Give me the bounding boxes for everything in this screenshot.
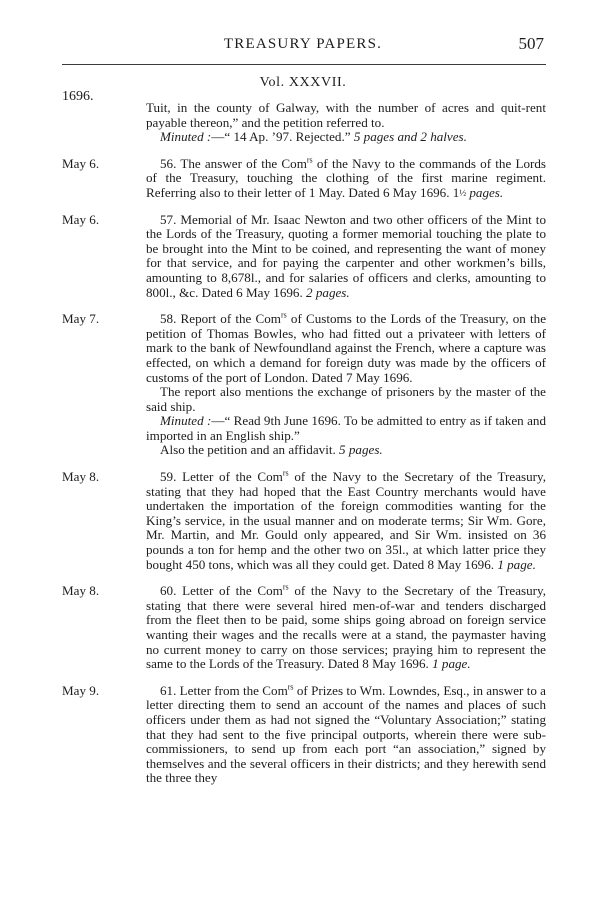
page-count: 5 pages.: [339, 442, 383, 458]
entry-text: 61. Letter from the Com$^{rs}$ of Prizes to Wm. Lowndes, Esq., in answer to a letter directing them to send an account of the names and places of such officers under them as had not signed the “Voluntary Association;” stating that they had sent to the five principal outports, wherein there were sub-commissioners, to send up from each port “an association,” signed by themselves and the several officers in their districts; and they herewith send the three they: [146, 682, 546, 786]
entry-60: [0, 584, 606, 672]
minute-label: Minuted :: [160, 413, 212, 429]
page-number: 507: [518, 34, 544, 53]
minute-line: Minuted :—“ Read 9th June 1696. To be admitted to entry as if taken and imported in an English ship.”: [146, 413, 546, 443]
page-count: 1 page.: [432, 656, 471, 672]
entry-text: 58. Report of the Com$^{rs}$ of Customs to the Lords of the Treasury, on the petition of Thomas Bowles, who had fitted out a privateer with letters of mark to the bank of Newfoundland against the French, where a capture was effected, on which a demand for foreign duty was made by the officers of customs of the port of London. Dated 7 May 1696.: [146, 310, 546, 385]
year-margin-note: 1696.: [62, 89, 94, 104]
page-body: [0, 101, 606, 786]
entry-date: May 9.: [62, 682, 100, 698]
page-count: 5 pages and 2 halves.: [353, 129, 467, 145]
entry-date: May 8.: [62, 583, 100, 599]
page-count: 1 page.: [497, 556, 536, 572]
entry-text: Tuit, in the county of Galway, with the number of acres and quit-rent payable thereon,” and the petition referred to.: [146, 100, 546, 130]
entry-date: May 6.: [62, 155, 100, 171]
page-count: pages.: [469, 184, 504, 200]
entry-text: 56. The answer of the Com$^{rs}$ of the Navy to the commands of the Lords of the Treasury, touching the clothing of the first marine regiment. Referring also to their letter of 1 May. Dated 6 May 1696. 1½ pages.: [146, 155, 546, 200]
entry-text: 60. Letter of the Com$^{rs}$ of the Navy to the Secretary of the Treasury, stating that there were several hired men-of-war and tenders discharged from the fleet then to be paid, some ships going abroad on foreign service wanting their wages and the recalls were at a stand, the paymaster having no current money to carry on those services; praying him to represent the same to the Lords of the Treasury. Dated 8 May 1696. 1 page.: [146, 582, 546, 672]
entry-date: May 6.: [62, 211, 100, 227]
entry-61: [0, 684, 606, 786]
entry-56: [0, 157, 606, 201]
running-head-title: TREASURY PAPERS.: [223, 36, 383, 52]
entry-note: The report also mentions the exchange of prisoners by the master of the said ship.: [146, 384, 546, 414]
volume-heading: Vol. XXXVII.: [259, 75, 347, 90]
entry-58: [0, 312, 606, 458]
minute-label: Minuted :: [160, 129, 212, 145]
minute-line: Minuted :—“ 14 Ap. ’97. Rejected.” 5 pages and 2 halves.: [160, 129, 467, 145]
entry-57: [0, 213, 606, 301]
entry-59: [0, 470, 606, 572]
entry-date: May 7.: [62, 311, 100, 327]
header-rule: [62, 64, 546, 65]
entry-carryover: [0, 101, 606, 145]
entry-date: May 8.: [62, 469, 100, 485]
page-count: 2 pages.: [306, 284, 350, 300]
entry-note: Also the petition and an affidavit. 5 pages.: [160, 442, 383, 458]
entry-text: 59. Letter of the Com$^{rs}$ of the Navy to the Secretary of the Treasury, stating that they had hoped that the East Country merchants would have undertaken the importation of the foreign commodities wanting for the King’s service, in the usual manner and on moderate terms; Sir Wm. Gore, Mr. Martin, and Mr. Gould only appeared, and Sir Wm. insisted on 36 pounds a ton for hemp and the other two on 35l., at which latter price they bought 450 tons, which was all they could get. Dated 8 May 1696. 1 page.: [146, 468, 546, 572]
entry-text: 57. Memorial of Mr. Isaac Newton and two other officers of the Mint to the Lords of the Treasury, quoting a former memorial touching the plate to be brought into the Mint to be coined, and representing the want of money for that service, and for paying the carpenter and other workmen’s bills, amounting to 8,678l., and for salaries of officers and clerks, amounting to 800l., &c. Dated 6 May 1696. 2 pages.: [146, 211, 546, 300]
